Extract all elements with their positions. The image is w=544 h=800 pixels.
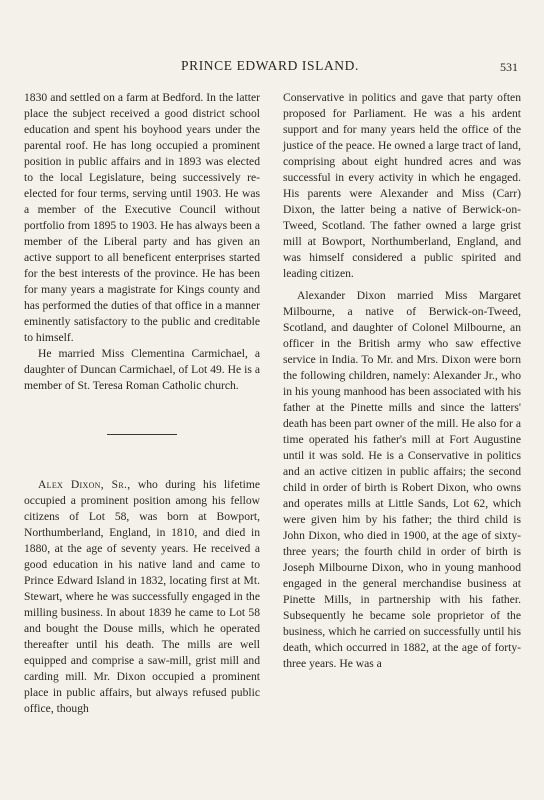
right-column bbox=[283, 90, 521, 672]
page-number: 531 bbox=[500, 60, 518, 74]
section-divider bbox=[107, 434, 177, 435]
left-paragraph-3-text: who during his lifetime occupied a prominent position among his fellow citizens of Lot 58, was born at Bowport, Northumberland, England, in 1810, and died in 1880, at the age of seventy years. He received a good education in his native land and came to Prince Edward Island in 1832, locating first at Mt. Stewart, where he was successfully engaged in the milling business. In about 1839 he came to Lot 58 and bought the Douse mills, which he operated thereafter until his death. The mills are well equipped and comprise a saw-mill, grist mill and carding mill. Mr. Dixon occupied a prominent place in public affairs, but always refused public office, though bbox=[24, 478, 260, 715]
right-paragraph-1: Conservative in politics and gave that party often proposed for Parliament. He was a his ardent support and for many years held the office of the justice of the peace. He owned a large tract of land, comprising about eight hundred acres and was successful in every activity in which he engaged. His parents were Alexander and Miss (Carr) Dixon, the latter being a native of Berwick-on-Tweed, Scotland. The father owned a large grist mill at Bowport, Northumberland, England, and was himself considered a public spirited and leading citizen. bbox=[283, 91, 521, 280]
left-paragraph-3 bbox=[24, 477, 260, 717]
page-header bbox=[0, 58, 544, 78]
bio-name: Alex Dixon, Sr., bbox=[38, 478, 131, 491]
left-paragraph-1: 1830 and settled on a farm at Bedford. In the latter place the subject received a good district school education and spent his boyhood years under the parental roof. He has long occupied a prominent position in public affairs and in 1893 was elected to the local Legislature, being successively re-elected for four terms, serving until 1903. He was a member of the Executive Council without portfolio from 1895 to 1903. He has always been a member of the Liberal party and has given an active support to all beneficent enterprises started for the best interests of the province. He has been for many years a magistrate for Kings county and has performed the duties of that office in a manner eminently satisfactory to the public and creditable to himself. bbox=[24, 91, 260, 344]
left-column bbox=[24, 90, 260, 717]
running-title: PRINCE EDWARD ISLAND. bbox=[181, 58, 359, 73]
left-paragraph-2: He married Miss Clementina Carmichael, a daughter of Duncan Carmichael, of Lot 49. He is a member of St. Teresa Roman Catholic church. bbox=[24, 347, 260, 392]
right-paragraph-2: Alexander Dixon married Miss Margaret Milbourne, a native of Berwick-on-Tweed, Scotland, and daughter of Colonel Milbourne, an officer in the British army who saw effective service in India. To Mr. and Mrs. Dixon were born the following children, namely: Alexander Jr., who in his young manhood has been associated with his father at the Pinette mills and since the latters' death has been part owner of the mill. He also for a time operated his father's mill at Fort Augustine until it was sold. He is a Conservative in politics and an active citizen in public affairs; the second child in order of birth is Robert Dixon, who owns and operates mills at Little Sands, Lot 62, which were given him by his father; the third child is John Dixon, who died in 1900, at the age of sixty-three years; the fourth child in order of birth is Joseph Milbourne Dixon, who in young manhood engaged in the general merchandise business at Pinette Mills, in partnership with his father. Subsequently he became sole proprietor of the business, which he carried on successfully until his death, which occurred in 1882, at the age of forty-three years. He was a bbox=[283, 289, 521, 670]
